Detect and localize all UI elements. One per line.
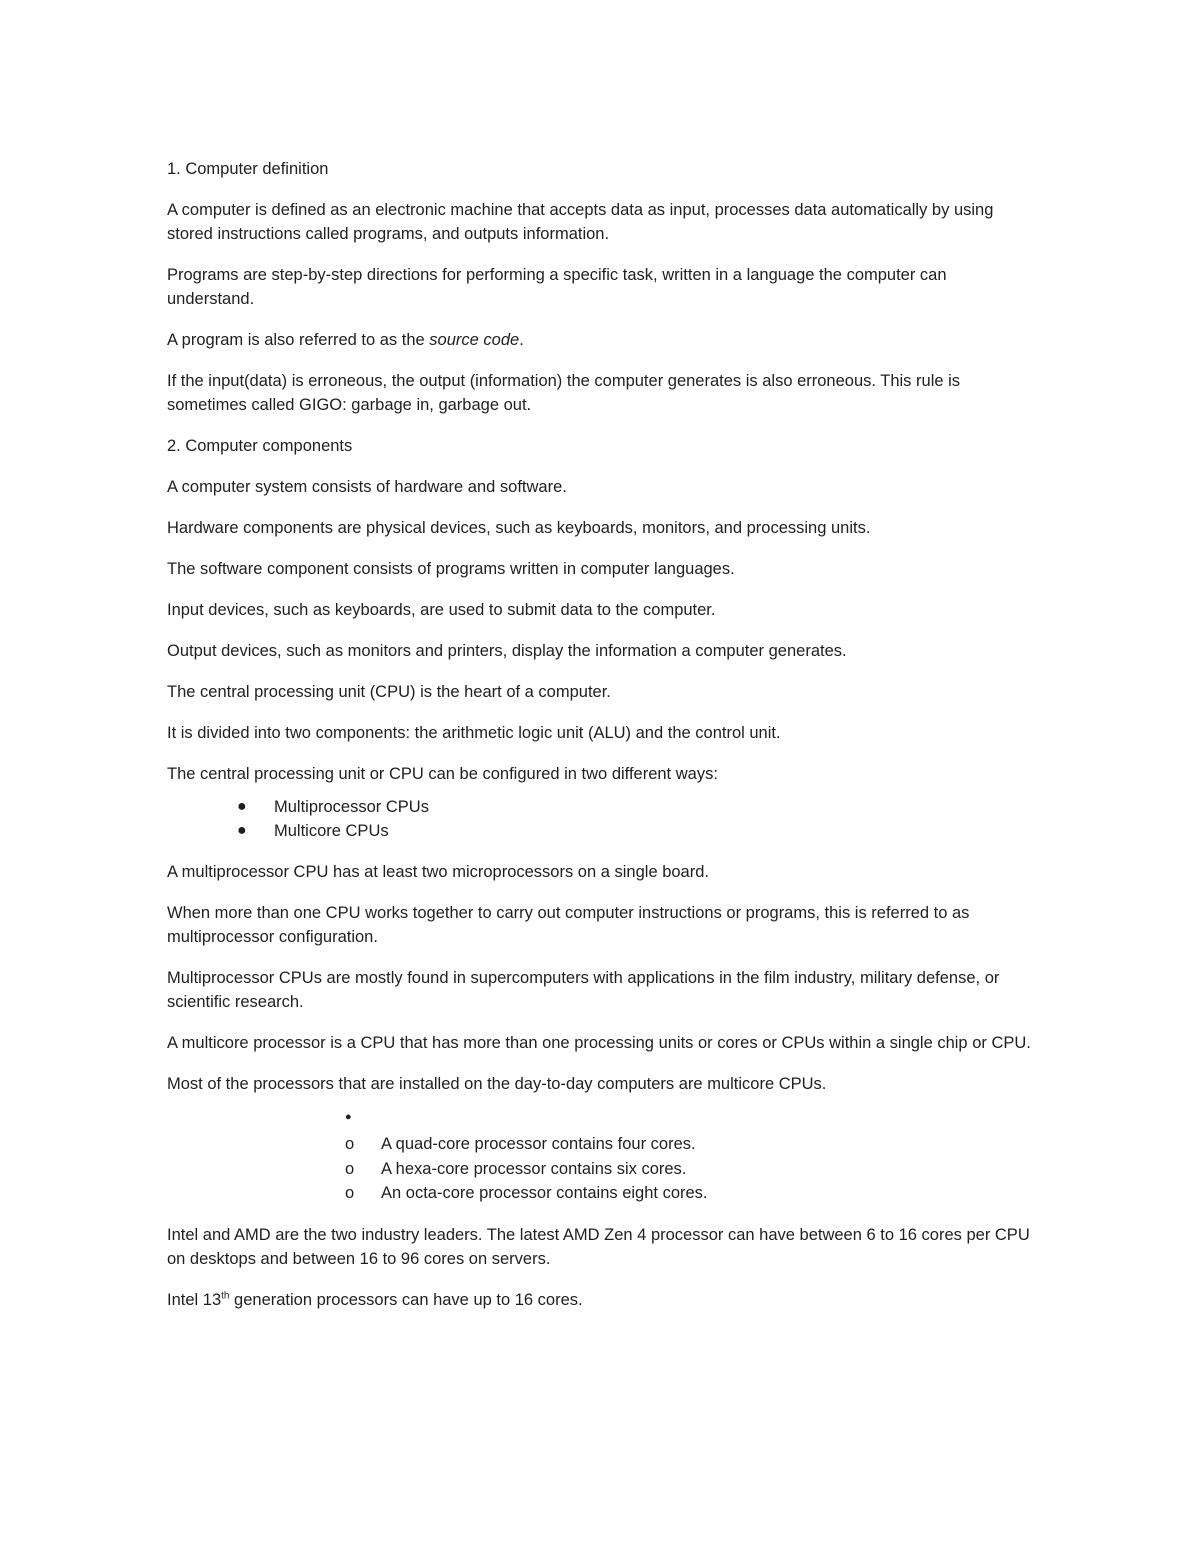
paragraph-input-devices: Input devices, such as keyboards, are used to submit data to the computer. xyxy=(167,601,716,619)
paragraph-cpu-heart: The central processing unit (CPU) is the heart of a computer. xyxy=(167,683,611,701)
intel-13-text: Intel 13 xyxy=(167,1290,222,1309)
list-item xyxy=(167,1157,1037,1182)
list-item xyxy=(167,1181,1037,1206)
document-page xyxy=(167,157,1037,1329)
paragraph-intel-13th xyxy=(167,1288,1037,1312)
section1-heading: 1. Computer definition xyxy=(167,160,329,178)
list-item xyxy=(167,1132,1037,1157)
circle-bullet-icon: o xyxy=(345,1159,355,1178)
list-item-text: A quad-core processor contains four cores. xyxy=(381,1135,696,1153)
bullet-icon: ● xyxy=(345,1111,352,1123)
bullet-icon: ● xyxy=(237,798,247,815)
intel-13-rest: generation processors can have up to 16 cores. xyxy=(229,1290,583,1309)
paragraph-multiprocessor: A multiprocessor CPU has at least two microprocessors on a single board. xyxy=(167,863,709,881)
paragraph-intel-amd: Intel and AMD are the two industry leaders. The latest AMD Zen 4 processor can have between 6 to 16 cores per CPU on desktops and between 16 to 96 cores on servers. xyxy=(167,1225,1030,1268)
list-item-text: An octa-core processor contains eight cores. xyxy=(381,1184,708,1202)
list-item-text: Multiprocessor CPUs xyxy=(274,798,429,816)
cpu-types-list xyxy=(167,786,1037,843)
circle-bullet-icon: o xyxy=(345,1184,355,1202)
paragraph-multicore: A multicore processor is a CPU that has more than one processing units or cores or CPUs within a single chip or CPU. xyxy=(167,1034,1031,1052)
paragraph-gigo: If the input(data) is erroneous, the output (information) the computer generates is also erroneous. This rule is sometimes called GIGO: garbage in, garbage out. xyxy=(167,372,961,414)
paragraph-programs: Programs are step-by-step directions for performing a specific task, written in a language the computer can understand. xyxy=(167,266,947,308)
section2-heading: 2. Computer components xyxy=(167,437,353,455)
core-counts-list xyxy=(167,1105,1037,1206)
paragraph-day-to-day: Most of the processors that are installed on the day-to-day computers are multicore CPUs. xyxy=(167,1075,827,1093)
circle-bullet-icon: o xyxy=(345,1135,355,1153)
source-code-term: source code xyxy=(429,331,520,349)
paragraph-hardware: Hardware components are physical devices, such as keyboards, monitors, and processing units. xyxy=(167,519,871,537)
paragraph-multiprocessor-config: When more than one CPU works together to carry out computer instructions or programs, this is referred to as multiprocessor configuration. xyxy=(167,904,970,946)
superscript-th: th xyxy=(221,1290,230,1301)
list-item xyxy=(167,1105,1037,1132)
paragraph-cpu-components: It is divided into two components: the arithmetic logic unit (ALU) and the control unit. xyxy=(167,724,781,742)
source-code-after: . xyxy=(519,331,524,349)
list-item-text: A hexa-core processor contains six cores. xyxy=(381,1159,687,1178)
list-item-text: Multicore CPUs xyxy=(274,822,389,840)
source-code-before: A program is also referred to as the xyxy=(167,331,430,349)
paragraph-source-code xyxy=(167,328,1037,352)
list-item xyxy=(167,795,1037,819)
paragraph-hw-sw: A computer system consists of hardware and software. xyxy=(167,478,567,496)
paragraph-computer-definition: A computer is defined as an electronic machine that accepts data as input, processes data automatically by using stored instructions called programs, and outputs information. xyxy=(167,201,994,243)
paragraph-output-devices: Output devices, such as monitors and printers, display the information a computer generates. xyxy=(167,642,847,660)
list-item xyxy=(167,819,1037,843)
paragraph-supercomputers: Multiprocessor CPUs are mostly found in supercomputers with applications in the film industry, military defense, or scientific research. xyxy=(167,969,1000,1011)
paragraph-cpu-config: The central processing unit or CPU can be configured in two different ways: xyxy=(167,765,718,783)
paragraph-software: The software component consists of programs written in computer languages. xyxy=(167,560,735,578)
bullet-icon: ● xyxy=(237,822,247,839)
